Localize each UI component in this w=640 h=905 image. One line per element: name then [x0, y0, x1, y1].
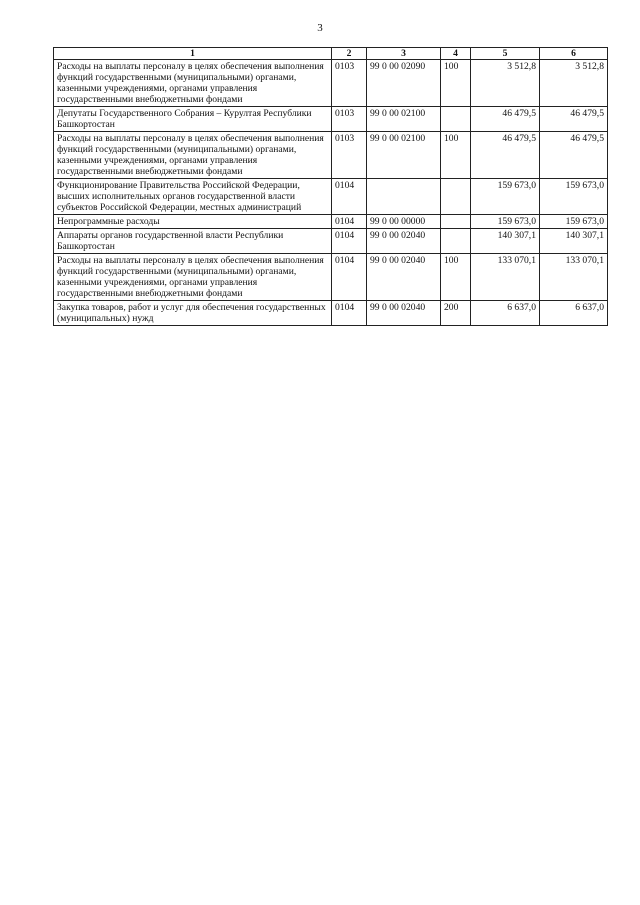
amount-col6: 159 673,0 [540, 179, 608, 215]
target-code: 99 0 00 02040 [367, 301, 441, 326]
expense-name: Депутаты Государственного Собрания – Курултая Республики Башкортостан [54, 107, 332, 132]
section-code: 0104 [332, 215, 367, 229]
expense-type-code: 100 [441, 132, 471, 179]
amount-col6: 159 673,0 [540, 215, 608, 229]
table-row [54, 254, 608, 301]
expense-name: Расходы на выплаты персоналу в целях обеспечения выполнения функций государственными (муниципальными) органами, казенными учреждениями, органами управления государственными внебюджетными фондами [54, 60, 332, 107]
expense-type-code [441, 215, 471, 229]
section-code: 0103 [332, 132, 367, 179]
column-header: 4 [441, 48, 471, 60]
target-code: 99 0 00 02040 [367, 254, 441, 301]
target-code: 99 0 00 02100 [367, 132, 441, 179]
amount-col6: 46 479,5 [540, 107, 608, 132]
table-row [54, 107, 608, 132]
expense-type-code [441, 179, 471, 215]
amount-col6: 3 512,8 [540, 60, 608, 107]
amount-col5: 140 307,1 [471, 229, 540, 254]
amount-col5: 46 479,5 [471, 132, 540, 179]
expense-name: Расходы на выплаты персоналу в целях обеспечения выполнения функций государственными (муниципальными) органами, казенными учреждениями, органами управления государственными внебюджетными фондами [54, 254, 332, 301]
column-header: 1 [54, 48, 332, 60]
amount-col5: 133 070,1 [471, 254, 540, 301]
target-code: 99 0 00 02040 [367, 229, 441, 254]
amount-col6: 46 479,5 [540, 132, 608, 179]
amount-col6: 140 307,1 [540, 229, 608, 254]
target-code: 99 0 00 02100 [367, 107, 441, 132]
amount-col5: 159 673,0 [471, 215, 540, 229]
expense-type-code [441, 229, 471, 254]
expense-name: Аппараты органов государственной власти Республики Башкортостан [54, 229, 332, 254]
section-code: 0104 [332, 229, 367, 254]
section-code: 0103 [332, 107, 367, 132]
expense-name: Расходы на выплаты персоналу в целях обеспечения выполнения функций государственными (муниципальными) органами, казенными учреждениями, органами управления государственными внебюджетными фондами [54, 132, 332, 179]
section-code: 0104 [332, 301, 367, 326]
table-row [54, 215, 608, 229]
section-code: 0104 [332, 254, 367, 301]
expense-name: Непрограммные расходы [54, 215, 332, 229]
target-code: 99 0 00 02090 [367, 60, 441, 107]
amount-col6: 133 070,1 [540, 254, 608, 301]
page-number: 3 [317, 22, 323, 34]
amount-col5: 159 673,0 [471, 179, 540, 215]
section-code: 0103 [332, 60, 367, 107]
amount-col6: 6 637,0 [540, 301, 608, 326]
amount-col5: 3 512,8 [471, 60, 540, 107]
expense-type-code: 200 [441, 301, 471, 326]
amount-col5: 6 637,0 [471, 301, 540, 326]
column-header: 3 [367, 48, 441, 60]
budget-table [53, 47, 608, 326]
table-row [54, 179, 608, 215]
table-header-row [54, 48, 608, 60]
table-row [54, 132, 608, 179]
section-code: 0104 [332, 179, 367, 215]
table-row [54, 60, 608, 107]
expense-type-code: 100 [441, 254, 471, 301]
column-header: 2 [332, 48, 367, 60]
expense-type-code: 100 [441, 60, 471, 107]
table-row [54, 229, 608, 254]
target-code [367, 179, 441, 215]
column-header: 6 [540, 48, 608, 60]
column-header: 5 [471, 48, 540, 60]
amount-col5: 46 479,5 [471, 107, 540, 132]
expense-type-code [441, 107, 471, 132]
table-row [54, 301, 608, 326]
expense-name: Закупка товаров, работ и услуг для обеспечения государственных (муниципальных) нужд [54, 301, 332, 326]
target-code: 99 0 00 00000 [367, 215, 441, 229]
expense-name: Функционирование Правительства Российской Федерации, высших исполнительных органов государственной власти субъектов Российской Федерации, местных администраций [54, 179, 332, 215]
